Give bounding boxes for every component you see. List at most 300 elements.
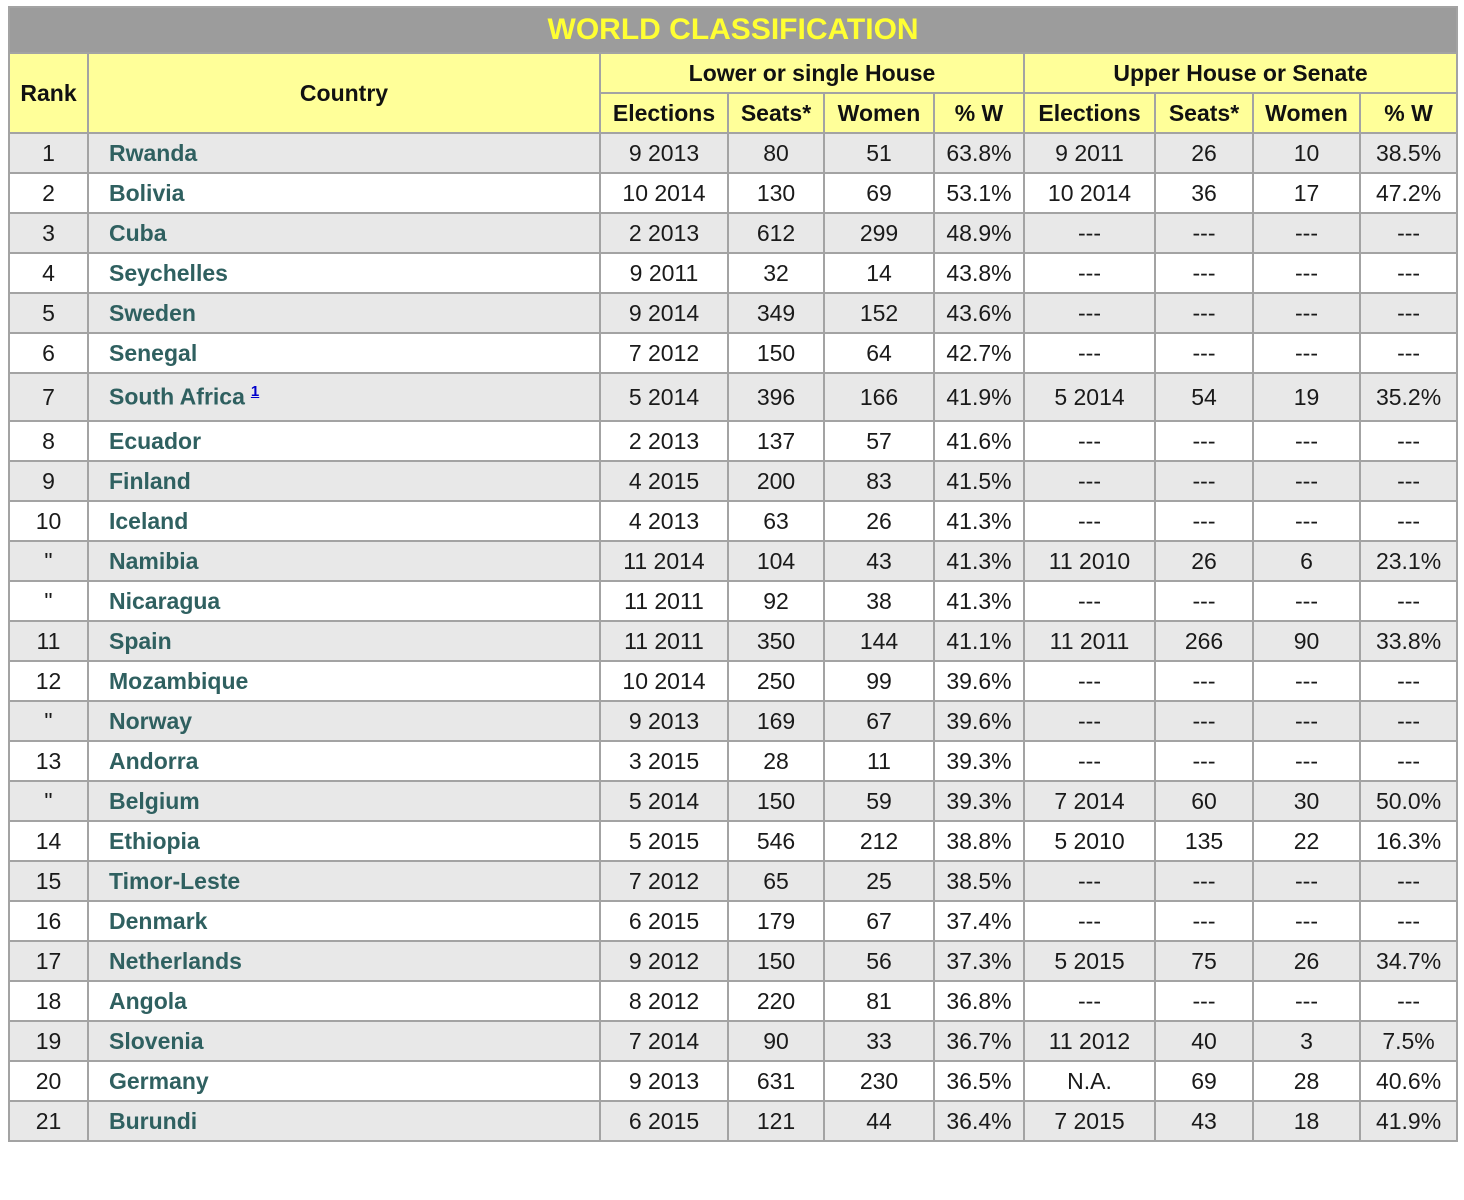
footnote-link[interactable]: 1 <box>250 383 260 401</box>
rank-cell: 11 <box>9 621 88 661</box>
rank-cell: 1 <box>9 133 88 173</box>
lower-elections-cell: 8 2012 <box>600 981 728 1021</box>
lower-women-cell: 56 <box>824 941 934 981</box>
lower-pct-cell: 41.1% <box>934 621 1024 661</box>
table-row <box>9 213 1457 253</box>
lower-seats-cell: 90 <box>728 1021 824 1061</box>
lower-pct-cell: 36.8% <box>934 981 1024 1021</box>
country-link[interactable]: Andorra <box>109 747 199 774</box>
upper-elections-cell: --- <box>1024 293 1155 333</box>
lower-elections-cell: 4 2013 <box>600 501 728 541</box>
country-cell[interactable] <box>88 861 600 901</box>
lower-women-cell: 38 <box>824 581 934 621</box>
table-row <box>9 461 1457 501</box>
upper-elections-cell: 5 2010 <box>1024 821 1155 861</box>
country-link[interactable]: Ethiopia <box>109 827 200 854</box>
lower-women-cell: 69 <box>824 173 934 213</box>
table-row <box>9 581 1457 621</box>
upper-seats-cell: --- <box>1155 741 1253 781</box>
rank-cell: " <box>9 581 88 621</box>
upper-seats-cell: 135 <box>1155 821 1253 861</box>
upper-elections-cell: --- <box>1024 701 1155 741</box>
classification-table-wrapper <box>8 6 1456 1142</box>
upper-elections-cell: 7 2015 <box>1024 1101 1155 1141</box>
upper-pct-cell: 40.6% <box>1360 1061 1457 1101</box>
country-link[interactable]: Bolivia <box>109 179 185 206</box>
upper-women-cell: 28 <box>1253 1061 1360 1101</box>
upper-seats-cell: --- <box>1155 253 1253 293</box>
table-row <box>9 981 1457 1021</box>
rank-cell: 14 <box>9 821 88 861</box>
upper-seats-cell: 43 <box>1155 1101 1253 1141</box>
upper-elections-cell: --- <box>1024 461 1155 501</box>
lower-seats-cell: 63 <box>728 501 824 541</box>
table-row <box>9 133 1457 173</box>
upper-seats-cell: 40 <box>1155 1021 1253 1061</box>
country-cell[interactable] <box>88 333 600 373</box>
upper-seats-cell: --- <box>1155 501 1253 541</box>
lower-women-cell: 64 <box>824 333 934 373</box>
table-row <box>9 173 1457 213</box>
upper-seats-cell: --- <box>1155 701 1253 741</box>
table-row <box>9 1061 1457 1101</box>
country-link[interactable]: Senegal <box>109 339 198 366</box>
upper-women-cell: 22 <box>1253 821 1360 861</box>
lower-pct-cell: 48.9% <box>934 213 1024 253</box>
upper-elections-cell: --- <box>1024 253 1155 293</box>
upper-elections-cell: 7 2014 <box>1024 781 1155 821</box>
lower-elections-cell: 7 2014 <box>600 1021 728 1061</box>
rank-cell: 7 <box>9 373 88 421</box>
upper-seats-cell: 75 <box>1155 941 1253 981</box>
lower-women-cell: 57 <box>824 421 934 461</box>
country-cell[interactable] <box>88 501 600 541</box>
upper-elections-cell: --- <box>1024 421 1155 461</box>
upper-pct-cell: --- <box>1360 661 1457 701</box>
table-body <box>9 133 1457 1141</box>
lower-seats-cell: 104 <box>728 541 824 581</box>
lower-pct-cell: 36.4% <box>934 1101 1024 1141</box>
lower-seats-cell: 80 <box>728 133 824 173</box>
upper-elections-cell: --- <box>1024 861 1155 901</box>
upper-pct-cell: 23.1% <box>1360 541 1457 581</box>
upper-seats-header: Seats* <box>1155 93 1253 133</box>
upper-elections-cell: --- <box>1024 501 1155 541</box>
upper-women-cell: 3 <box>1253 1021 1360 1061</box>
lower-seats-header: Seats* <box>728 93 824 133</box>
lower-elections-cell: 3 2015 <box>600 741 728 781</box>
upper-women-cell: --- <box>1253 901 1360 941</box>
country-cell[interactable] <box>88 661 600 701</box>
country-link[interactable]: Seychelles <box>109 259 228 286</box>
upper-seats-cell: --- <box>1155 421 1253 461</box>
table-row <box>9 901 1457 941</box>
rank-cell: 16 <box>9 901 88 941</box>
lower-women-cell: 51 <box>824 133 934 173</box>
upper-seats-cell: --- <box>1155 461 1253 501</box>
upper-pct-cell: --- <box>1360 501 1457 541</box>
country-link[interactable]: Timor-Leste <box>109 867 241 894</box>
upper-seats-cell: --- <box>1155 981 1253 1021</box>
country-cell[interactable] <box>88 421 600 461</box>
rank-cell: 15 <box>9 861 88 901</box>
rank-cell: 17 <box>9 941 88 981</box>
upper-seats-cell: --- <box>1155 861 1253 901</box>
upper-women-cell: 30 <box>1253 781 1360 821</box>
country-link[interactable]: Germany <box>109 1067 209 1094</box>
country-link[interactable]: Netherlands <box>109 947 242 974</box>
country-link[interactable]: Cuba <box>109 219 167 246</box>
country-link[interactable]: Ecuador <box>109 427 202 454</box>
country-link[interactable]: Spain <box>109 627 172 654</box>
upper-pct-cell: 16.3% <box>1360 821 1457 861</box>
rank-cell: " <box>9 781 88 821</box>
upper-seats-cell: --- <box>1155 213 1253 253</box>
lower-seats-cell: 150 <box>728 941 824 981</box>
upper-pct-cell: --- <box>1360 333 1457 373</box>
upper-women-cell: --- <box>1253 701 1360 741</box>
upper-seats-cell: --- <box>1155 581 1253 621</box>
upper-elections-cell: 5 2015 <box>1024 941 1155 981</box>
country-link[interactable]: Norway <box>109 707 193 734</box>
lower-pct-cell: 41.3% <box>934 501 1024 541</box>
country-header: Country <box>88 53 600 133</box>
country-cell[interactable] <box>88 1061 600 1101</box>
lower-women-cell: 14 <box>824 253 934 293</box>
upper-pct-cell: --- <box>1360 741 1457 781</box>
country-cell[interactable] <box>88 1101 600 1141</box>
upper-women-cell: 6 <box>1253 541 1360 581</box>
upper-pct-cell: --- <box>1360 901 1457 941</box>
upper-women-cell: --- <box>1253 501 1360 541</box>
upper-women-header: Women <box>1253 93 1360 133</box>
upper-elections-cell: --- <box>1024 581 1155 621</box>
upper-pct-cell: 33.8% <box>1360 621 1457 661</box>
lower-pct-header: % W <box>934 93 1024 133</box>
lower-elections-cell: 9 2014 <box>600 293 728 333</box>
lower-women-cell: 59 <box>824 781 934 821</box>
upper-women-cell: --- <box>1253 981 1360 1021</box>
upper-elections-cell: --- <box>1024 333 1155 373</box>
lower-pct-cell: 37.3% <box>934 941 1024 981</box>
lower-pct-cell: 37.4% <box>934 901 1024 941</box>
table-row <box>9 501 1457 541</box>
country-link[interactable]: Namibia <box>109 547 199 574</box>
lower-pct-cell: 53.1% <box>934 173 1024 213</box>
country-link[interactable]: Belgium <box>109 787 200 814</box>
table-row <box>9 861 1457 901</box>
lower-elections-cell: 5 2014 <box>600 781 728 821</box>
upper-seats-cell: 60 <box>1155 781 1253 821</box>
upper-women-cell: 19 <box>1253 373 1360 421</box>
lower-pct-cell: 43.6% <box>934 293 1024 333</box>
rank-cell: 6 <box>9 333 88 373</box>
country-cell[interactable] <box>88 461 600 501</box>
lower-seats-cell: 121 <box>728 1101 824 1141</box>
lower-women-cell: 33 <box>824 1021 934 1061</box>
lower-seats-cell: 200 <box>728 461 824 501</box>
upper-elections-cell: 9 2011 <box>1024 133 1155 173</box>
table-row <box>9 701 1457 741</box>
lower-elections-cell: 11 2014 <box>600 541 728 581</box>
lower-seats-cell: 150 <box>728 781 824 821</box>
lower-pct-cell: 38.8% <box>934 821 1024 861</box>
upper-house-header: Upper House or Senate <box>1024 53 1457 93</box>
lower-women-cell: 44 <box>824 1101 934 1141</box>
country-link[interactable]: Finland <box>109 467 191 494</box>
upper-pct-header: % W <box>1360 93 1457 133</box>
lower-pct-cell: 36.7% <box>934 1021 1024 1061</box>
lower-pct-cell: 39.6% <box>934 701 1024 741</box>
upper-pct-cell: --- <box>1360 253 1457 293</box>
upper-seats-cell: 69 <box>1155 1061 1253 1101</box>
country-cell[interactable] <box>88 901 600 941</box>
country-link[interactable]: Slovenia <box>109 1027 204 1054</box>
lower-elections-cell: 4 2015 <box>600 461 728 501</box>
upper-pct-cell: 50.0% <box>1360 781 1457 821</box>
upper-women-cell: --- <box>1253 213 1360 253</box>
upper-seats-cell: --- <box>1155 333 1253 373</box>
lower-seats-cell: 130 <box>728 173 824 213</box>
lower-pct-cell: 41.5% <box>934 461 1024 501</box>
upper-seats-cell: --- <box>1155 661 1253 701</box>
rank-cell: 9 <box>9 461 88 501</box>
upper-pct-cell: 35.2% <box>1360 373 1457 421</box>
lower-women-cell: 144 <box>824 621 934 661</box>
upper-seats-cell: --- <box>1155 901 1253 941</box>
upper-seats-cell: 36 <box>1155 173 1253 213</box>
lower-seats-cell: 631 <box>728 1061 824 1101</box>
upper-seats-cell: 26 <box>1155 133 1253 173</box>
country-link[interactable]: Angola <box>109 987 187 1014</box>
rank-cell: 21 <box>9 1101 88 1141</box>
upper-elections-cell: 10 2014 <box>1024 173 1155 213</box>
lower-pct-cell: 39.3% <box>934 781 1024 821</box>
lower-seats-cell: 65 <box>728 861 824 901</box>
upper-women-cell: --- <box>1253 741 1360 781</box>
country-cell[interactable] <box>88 981 600 1021</box>
upper-women-cell: --- <box>1253 333 1360 373</box>
table-row <box>9 253 1457 293</box>
lower-women-cell: 26 <box>824 501 934 541</box>
lower-seats-cell: 179 <box>728 901 824 941</box>
lower-elections-cell: 9 2013 <box>600 701 728 741</box>
country-cell[interactable] <box>88 701 600 741</box>
upper-women-cell: --- <box>1253 421 1360 461</box>
upper-elections-cell: 11 2011 <box>1024 621 1155 661</box>
rank-cell: 12 <box>9 661 88 701</box>
upper-women-cell: 90 <box>1253 621 1360 661</box>
upper-pct-cell: --- <box>1360 293 1457 333</box>
lower-women-cell: 83 <box>824 461 934 501</box>
lower-elections-cell: 2 2013 <box>600 421 728 461</box>
upper-seats-cell: 266 <box>1155 621 1253 661</box>
lower-elections-cell: 2 2013 <box>600 213 728 253</box>
lower-pct-cell: 63.8% <box>934 133 1024 173</box>
lower-house-header: Lower or single House <box>600 53 1024 93</box>
rank-cell: " <box>9 701 88 741</box>
lower-elections-cell: 10 2014 <box>600 173 728 213</box>
rank-cell: 13 <box>9 741 88 781</box>
upper-seats-cell: 26 <box>1155 541 1253 581</box>
table-title: WORLD CLASSIFICATION <box>9 7 1457 53</box>
country-cell[interactable] <box>88 621 600 661</box>
table-row <box>9 293 1457 333</box>
table-row <box>9 621 1457 661</box>
upper-pct-cell: --- <box>1360 701 1457 741</box>
country-cell[interactable] <box>88 821 600 861</box>
country-link[interactable]: Sweden <box>109 299 196 326</box>
lower-seats-cell: 350 <box>728 621 824 661</box>
lower-pct-cell: 42.7% <box>934 333 1024 373</box>
rank-cell: 20 <box>9 1061 88 1101</box>
country-link[interactable]: Mozambique <box>109 667 249 694</box>
upper-pct-cell: 38.5% <box>1360 133 1457 173</box>
country-cell[interactable] <box>88 173 600 213</box>
upper-elections-cell: 5 2014 <box>1024 373 1155 421</box>
lower-women-cell: 99 <box>824 661 934 701</box>
upper-women-cell: --- <box>1253 253 1360 293</box>
upper-women-cell: --- <box>1253 293 1360 333</box>
country-cell[interactable] <box>88 133 600 173</box>
lower-seats-cell: 92 <box>728 581 824 621</box>
upper-women-cell: --- <box>1253 661 1360 701</box>
country-cell[interactable] <box>88 541 600 581</box>
lower-women-header: Women <box>824 93 934 133</box>
country-cell[interactable] <box>88 581 600 621</box>
lower-women-cell: 166 <box>824 373 934 421</box>
lower-elections-cell: 9 2012 <box>600 941 728 981</box>
country-cell[interactable] <box>88 373 600 421</box>
lower-seats-cell: 250 <box>728 661 824 701</box>
country-link[interactable]: Denmark <box>109 907 208 934</box>
lower-seats-cell: 396 <box>728 373 824 421</box>
lower-elections-cell: 5 2014 <box>600 373 728 421</box>
table-row <box>9 541 1457 581</box>
upper-pct-cell: --- <box>1360 213 1457 253</box>
upper-elections-cell: --- <box>1024 213 1155 253</box>
upper-elections-header: Elections <box>1024 93 1155 133</box>
upper-pct-cell: --- <box>1360 861 1457 901</box>
lower-elections-cell: 11 2011 <box>600 581 728 621</box>
lower-elections-cell: 9 2013 <box>600 133 728 173</box>
lower-seats-cell: 220 <box>728 981 824 1021</box>
table-row <box>9 421 1457 461</box>
lower-seats-cell: 612 <box>728 213 824 253</box>
table-row <box>9 781 1457 821</box>
upper-elections-cell: --- <box>1024 661 1155 701</box>
lower-seats-cell: 137 <box>728 421 824 461</box>
lower-women-cell: 299 <box>824 213 934 253</box>
lower-elections-cell: 7 2012 <box>600 333 728 373</box>
upper-women-cell: --- <box>1253 581 1360 621</box>
country-cell[interactable] <box>88 941 600 981</box>
upper-elections-cell: 11 2010 <box>1024 541 1155 581</box>
rank-cell: 4 <box>9 253 88 293</box>
upper-women-cell: --- <box>1253 461 1360 501</box>
upper-women-cell: 26 <box>1253 941 1360 981</box>
lower-pct-cell: 36.5% <box>934 1061 1024 1101</box>
lower-seats-cell: 32 <box>728 253 824 293</box>
upper-women-cell: 17 <box>1253 173 1360 213</box>
country-cell[interactable] <box>88 741 600 781</box>
lower-elections-header: Elections <box>600 93 728 133</box>
upper-seats-cell: --- <box>1155 293 1253 333</box>
table-row <box>9 741 1457 781</box>
lower-seats-cell: 28 <box>728 741 824 781</box>
upper-pct-cell: --- <box>1360 581 1457 621</box>
country-link[interactable]: South Africa <box>109 383 245 410</box>
lower-women-cell: 25 <box>824 861 934 901</box>
upper-pct-cell: 34.7% <box>1360 941 1457 981</box>
country-link[interactable]: Rwanda <box>109 139 198 166</box>
lower-women-cell: 81 <box>824 981 934 1021</box>
world-classification-table <box>8 6 1458 1142</box>
lower-seats-cell: 169 <box>728 701 824 741</box>
country-cell[interactable] <box>88 781 600 821</box>
country-link[interactable]: Burundi <box>109 1107 198 1134</box>
lower-women-cell: 67 <box>824 901 934 941</box>
lower-elections-cell: 9 2011 <box>600 253 728 293</box>
lower-elections-cell: 10 2014 <box>600 661 728 701</box>
lower-pct-cell: 39.3% <box>934 741 1024 781</box>
country-cell[interactable] <box>88 293 600 333</box>
upper-elections-cell: N.A. <box>1024 1061 1155 1101</box>
upper-pct-cell: --- <box>1360 461 1457 501</box>
upper-elections-cell: --- <box>1024 981 1155 1021</box>
lower-women-cell: 212 <box>824 821 934 861</box>
table-row <box>9 333 1457 373</box>
lower-women-cell: 152 <box>824 293 934 333</box>
rank-cell: 10 <box>9 501 88 541</box>
lower-pct-cell: 41.9% <box>934 373 1024 421</box>
rank-cell: 3 <box>9 213 88 253</box>
lower-seats-cell: 546 <box>728 821 824 861</box>
lower-pct-cell: 38.5% <box>934 861 1024 901</box>
upper-pct-cell: 47.2% <box>1360 173 1457 213</box>
lower-pct-cell: 41.6% <box>934 421 1024 461</box>
lower-pct-cell: 39.6% <box>934 661 1024 701</box>
country-cell[interactable] <box>88 213 600 253</box>
upper-elections-cell: --- <box>1024 901 1155 941</box>
lower-women-cell: 43 <box>824 541 934 581</box>
country-cell[interactable] <box>88 253 600 293</box>
upper-pct-cell: --- <box>1360 421 1457 461</box>
lower-elections-cell: 9 2013 <box>600 1061 728 1101</box>
rank-cell: 19 <box>9 1021 88 1061</box>
upper-elections-cell: 11 2012 <box>1024 1021 1155 1061</box>
rank-cell: " <box>9 541 88 581</box>
table-row <box>9 1101 1457 1141</box>
lower-seats-cell: 349 <box>728 293 824 333</box>
upper-elections-cell: --- <box>1024 741 1155 781</box>
lower-elections-cell: 5 2015 <box>600 821 728 861</box>
table-row <box>9 1021 1457 1061</box>
upper-pct-cell: 41.9% <box>1360 1101 1457 1141</box>
country-link[interactable]: Nicaragua <box>109 587 221 614</box>
rank-cell: 8 <box>9 421 88 461</box>
rank-header: Rank <box>9 53 88 133</box>
table-row <box>9 941 1457 981</box>
rank-cell: 5 <box>9 293 88 333</box>
upper-women-cell: 18 <box>1253 1101 1360 1141</box>
lower-pct-cell: 43.8% <box>934 253 1024 293</box>
country-cell[interactable] <box>88 1021 600 1061</box>
lower-women-cell: 230 <box>824 1061 934 1101</box>
country-link[interactable]: Iceland <box>109 507 189 534</box>
upper-seats-cell: 54 <box>1155 373 1253 421</box>
lower-pct-cell: 41.3% <box>934 581 1024 621</box>
